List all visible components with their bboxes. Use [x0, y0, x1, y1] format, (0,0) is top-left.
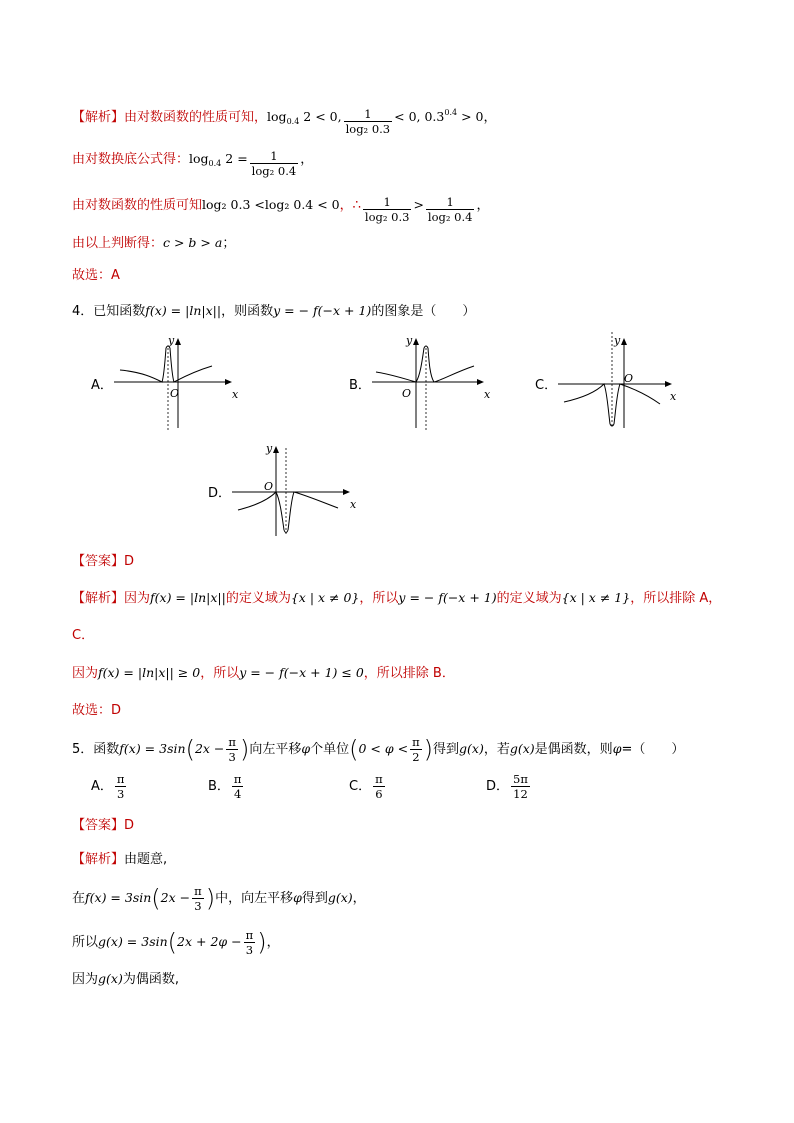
analysis-text: 由题意,	[124, 852, 168, 867]
option-d-graph[interactable]	[230, 440, 360, 540]
q5-option-c[interactable]	[349, 772, 387, 801]
math: $\log_{0.4} 2$ =	[189, 151, 248, 168]
option-label: B．	[208, 779, 230, 794]
option-label: C．	[349, 779, 372, 794]
q4-answer	[72, 550, 134, 569]
fraction: $\frac{1}{\text{log₂ 0.4}}$	[427, 195, 473, 224]
math: g(x)	[327, 890, 353, 905]
punct: ；	[222, 236, 236, 251]
analysis-text: 得到	[301, 891, 328, 906]
analysis-text: 因为	[124, 591, 151, 606]
math: {x | x ≠ 0}	[290, 590, 360, 605]
analysis-text: 由对数换底公式得：	[72, 152, 190, 167]
x-axis-label: x	[350, 498, 357, 511]
stem-text: ，则函数	[221, 304, 274, 319]
analysis-text: 的定义域为	[496, 591, 562, 606]
x-axis-label: x	[670, 390, 677, 403]
option-fraction: $\frac{\pi}{6}$	[375, 772, 383, 801]
q4-choose: 故选：D	[72, 703, 122, 718]
math: g(x)	[98, 971, 123, 986]
math: {x | x ≠ 1}	[561, 590, 631, 605]
q5-stem: 5．函数f(x) = 3sin(2x − $\frac{\pi}{3}$ )向左平移φ个单位(0 < φ < $\frac{\pi}{2}$ )得到g(x)，若g(x)是偶函数，则φ=（ ）	[72, 735, 685, 764]
analysis-text: 由以上判断得：	[72, 236, 164, 251]
analysis-text: ，所以排除 B．	[363, 666, 455, 681]
math: 2x + 2φ −	[177, 934, 242, 949]
x-axis-label: x	[484, 388, 491, 401]
stem-text: 是偶函数，则	[534, 742, 613, 757]
q5-analysis-line3	[72, 968, 179, 987]
fraction: $\frac{1}{\text{log₂ 0.3}}$	[345, 107, 391, 136]
option-fraction: $\frac{\pi}{3}$	[116, 772, 125, 801]
math: f(x) = |ln|x|| ≥ 0	[98, 665, 201, 680]
analysis-text: ，所以	[200, 666, 240, 681]
math: g(x) = 3sin	[98, 934, 168, 949]
math: g(x)	[509, 741, 535, 756]
analysis-text: 的定义域为	[225, 591, 291, 606]
answer-value: D	[124, 554, 135, 569]
math: f(x) = 3sin	[119, 741, 186, 756]
math: log₂ 0.3 <log₂ 0.4 < 0	[202, 197, 340, 212]
q4-analysis-line1	[72, 587, 721, 606]
math: y = − f(−x + 1)	[398, 590, 497, 605]
option-b-label[interactable]: B．	[349, 378, 371, 393]
origin-label: O	[170, 387, 180, 400]
y-axis-label: y	[406, 334, 413, 347]
answer-value: D	[124, 818, 135, 833]
math: f(x) = |ln|x||	[150, 590, 226, 605]
q3-analysis-line3	[72, 194, 489, 224]
q4-analysis-cont: C．	[72, 628, 95, 643]
analysis-text: 中，向左平移	[215, 891, 294, 906]
math: f(x) = |ln|x||	[145, 303, 222, 318]
math: f(x) = 3sin	[85, 890, 152, 905]
fraction: $\frac{\pi}{3}$	[245, 928, 254, 957]
stem-text: 得到	[433, 742, 460, 757]
math: c > b > a	[163, 235, 223, 250]
origin-label: O	[624, 372, 634, 385]
option-a-graph[interactable]	[112, 332, 242, 432]
punct: ，	[266, 935, 280, 950]
math: φ	[612, 741, 622, 756]
q5-answer	[72, 814, 134, 833]
y-axis-label: y	[266, 442, 273, 455]
punct: ，	[483, 110, 497, 125]
analysis-text: ，所以排除 A，	[630, 591, 722, 606]
analysis-text: 为偶函数,	[122, 972, 179, 987]
math: y = − f(−x + 1)	[273, 303, 372, 318]
analysis-text: ，所以	[359, 591, 399, 606]
analysis-label: 【解析】	[72, 852, 125, 867]
option-b-graph[interactable]	[370, 332, 500, 432]
analysis-text: 因为	[72, 666, 99, 681]
math: $\log_{0.4} 2 < 0$,	[267, 109, 342, 126]
stem-text: =（ ）	[621, 742, 685, 757]
analysis-text: 由对数函数的性质可知	[72, 198, 203, 213]
analysis-text: 在	[72, 891, 86, 906]
q5-analysis-line2: 所以g(x) = 3sin(2x + 2φ − $\frac{\pi}{3}$ )，	[72, 928, 280, 957]
answer-label: 【答案】	[72, 554, 125, 569]
punct: ，	[300, 152, 314, 167]
q3-analysis-line2	[72, 148, 313, 178]
analysis-text: ，∴	[339, 198, 361, 213]
q5-option-d[interactable]	[486, 772, 532, 801]
origin-label: O	[264, 480, 274, 493]
math: >	[413, 197, 424, 212]
origin-label: O	[402, 387, 412, 400]
math: g(x)	[459, 741, 484, 756]
math: < 0, $0.3^{0.4} > 0$	[394, 108, 484, 124]
option-a-label[interactable]: A．	[91, 378, 113, 393]
punct: ，	[352, 891, 366, 906]
x-axis-label: x	[232, 388, 239, 401]
q3-analysis-line1	[72, 106, 497, 136]
analysis-text: 所以	[72, 935, 99, 950]
analysis-label: 【解析】	[72, 591, 125, 606]
fraction: $\frac{\pi}{3}$	[228, 735, 236, 764]
stem-text: 向左平移	[249, 742, 302, 757]
option-label: D．	[486, 779, 510, 794]
math: 2x −	[194, 741, 225, 756]
y-axis-label: y	[614, 334, 621, 347]
analysis-text: 因为	[72, 972, 99, 987]
math: φ	[293, 890, 302, 905]
fraction: $\frac{\pi}{2}$	[412, 735, 420, 764]
math: y = − f(−x + 1) ≤ 0	[239, 665, 364, 680]
q5-option-b[interactable]	[208, 772, 245, 801]
q5-analysis-line1: 在f(x) = 3sin(2x − $\frac{\pi}{3}$ )中，向左平移φ得到g(x)，	[72, 884, 366, 913]
fraction: $\frac{\pi}{3}$	[194, 884, 202, 913]
option-c-label[interactable]: C．	[535, 378, 558, 393]
q4-stem	[72, 300, 475, 319]
q4-analysis-line2	[72, 662, 455, 681]
stem-text: 个单位	[310, 742, 350, 757]
math: 0 < φ <	[358, 741, 409, 756]
analysis-text: 由对数函数的性质可知，	[124, 110, 268, 125]
answer-label: 【答案】	[72, 818, 125, 833]
stem-text: 的图象是（ ）	[371, 304, 476, 319]
analysis-label: 【解析】	[72, 110, 125, 125]
q3-analysis-line4	[72, 232, 235, 251]
stem-text: ，若	[483, 742, 510, 757]
option-c-graph[interactable]	[556, 332, 686, 432]
fraction: $\frac{1}{\text{log₂ 0.3}}$	[364, 195, 410, 224]
option-label: A．	[91, 779, 113, 794]
option-d-label[interactable]: D．	[208, 486, 232, 501]
q5-option-a[interactable]	[91, 772, 128, 801]
q5-analysis-intro	[72, 848, 167, 867]
punct: ，	[476, 198, 490, 213]
option-fraction: $\frac{\pi}{4}$	[233, 772, 242, 801]
math: 2x −	[160, 890, 191, 905]
option-fraction: $\frac{5\pi}{12}$	[513, 772, 528, 801]
q3-choose: 故选：A	[72, 268, 120, 283]
y-axis-label: y	[168, 334, 175, 347]
stem-text: 5．函数	[72, 742, 120, 757]
stem-text: 4．已知函数	[72, 304, 146, 319]
fraction: $\frac{1}{\text{log₂ 0.4}}$	[251, 149, 297, 178]
math: φ	[301, 741, 311, 756]
